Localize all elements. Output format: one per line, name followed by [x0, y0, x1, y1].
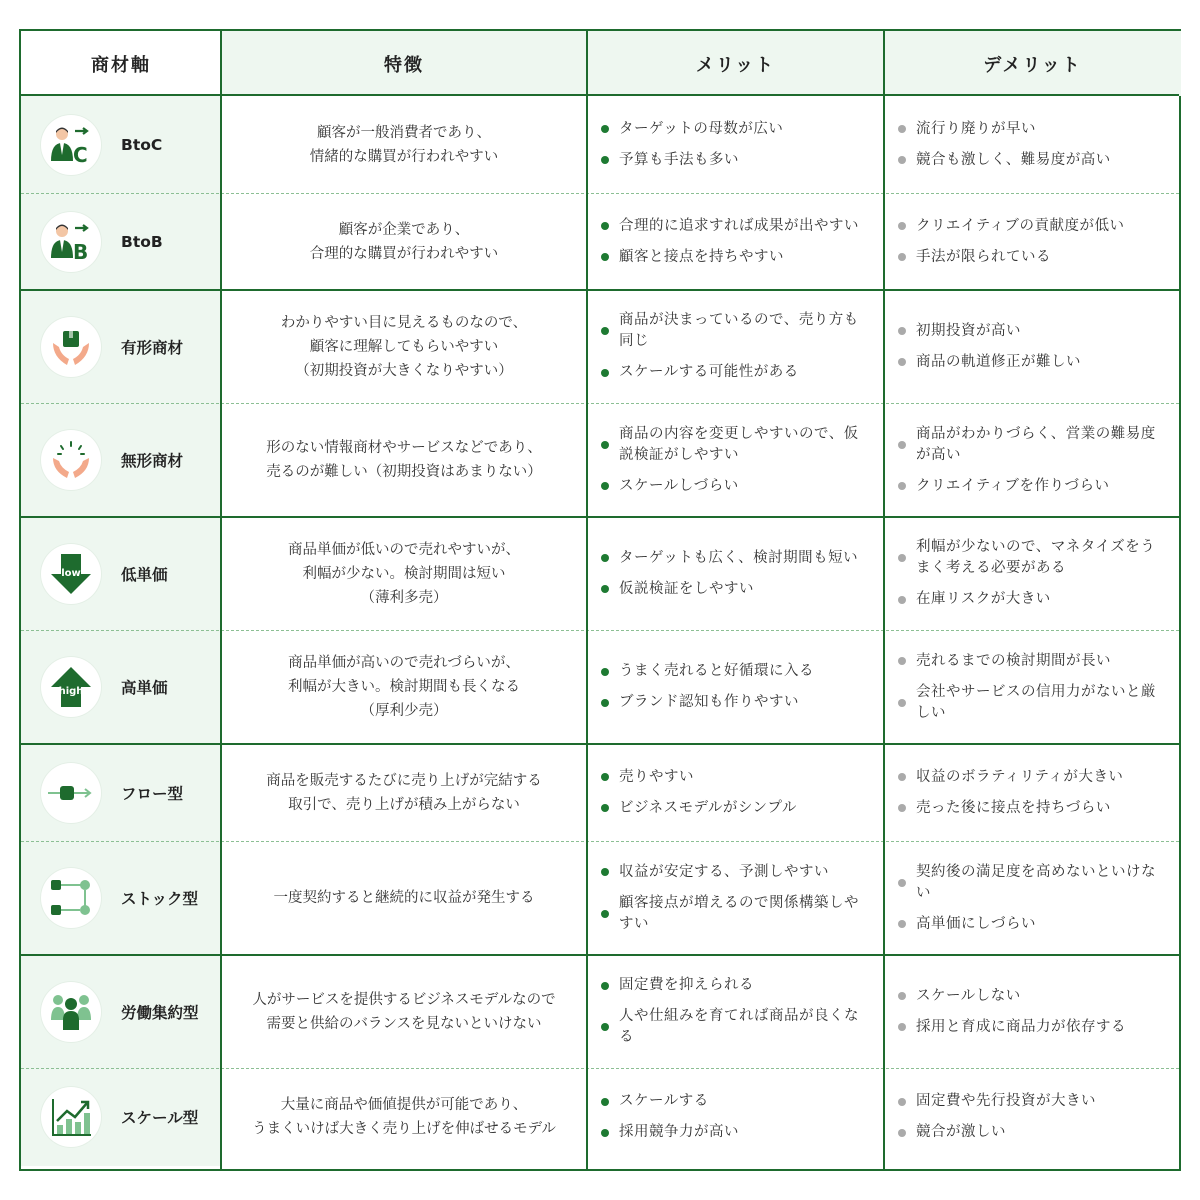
feature-text: 商品単価が高いので売れづらいが、 利幅が大きい。検討期間も長くなる （厚利少売）	[288, 655, 520, 719]
axis-label: フロー型	[121, 784, 184, 803]
demerit-item: クリエイティブの貢献度が低い	[898, 216, 1169, 237]
demerit-item: 会社やサービスの信用力がないと厳しい	[898, 682, 1169, 724]
feature-text: 大量に商品や価値提供が可能であり、 うまくいけば大きく売り上げを伸ばせるモデル	[252, 1097, 556, 1137]
demerit-item: 契約後の満足度を高めないといけない	[898, 862, 1169, 904]
axis-label: スケール型	[121, 1109, 199, 1127]
merit-item: 予算も手法も多い	[601, 150, 872, 171]
person-to-b-icon	[41, 212, 101, 272]
axis-cell	[21, 955, 221, 1068]
feature-cell	[221, 403, 587, 517]
low-arrow-icon	[41, 544, 101, 604]
flow-arrow-icon	[41, 763, 101, 823]
svg-text:high: high	[58, 686, 84, 697]
merit-item: 合理的に追求すれば成果が出やすい	[601, 216, 872, 237]
demerit-cell	[884, 403, 1181, 517]
merit-item: 商品が決まっているので、売り方も同じ	[601, 310, 872, 352]
merit-item: スケールしづらい	[601, 476, 872, 497]
axis-label: BtoB	[121, 232, 163, 251]
merit-item: 採用競争力が高い	[601, 1122, 872, 1143]
axis-label: 低単価	[121, 565, 168, 584]
row-divider	[21, 193, 1179, 194]
row-group-divider	[21, 516, 1179, 518]
row-divider	[21, 1068, 1179, 1069]
merit-cell	[587, 955, 884, 1068]
column-divider	[586, 31, 588, 1169]
axis-cell	[21, 96, 221, 193]
feature-cell	[221, 955, 587, 1068]
feature-text: 人がサービスを提供するビジネスモデルなので 需要と供給のバランスを見ないといけない	[252, 991, 556, 1032]
feature-cell	[221, 193, 587, 290]
axis-cell	[21, 193, 221, 290]
row-group-divider	[21, 94, 1179, 96]
merit-cell	[587, 744, 884, 841]
merit-cell	[587, 193, 884, 290]
axis-cell	[21, 517, 221, 630]
header-merit: メリット	[587, 31, 884, 96]
merit-cell	[587, 841, 884, 955]
demerit-item: 固定費や先行投資が大きい	[898, 1091, 1169, 1112]
feature-cell	[221, 1068, 587, 1166]
demerit-item: 流行り廃りが早い	[898, 119, 1169, 140]
merit-item: ターゲットの母数が広い	[601, 119, 872, 140]
row-group-divider	[21, 743, 1179, 745]
axis-cell	[21, 841, 221, 955]
high-arrow-icon	[41, 657, 101, 717]
axis-cell	[21, 630, 221, 744]
feature-text: 顧客が一般消費者であり、 情緒的な購買が行われやすい	[309, 124, 499, 165]
svg-text:C: C	[73, 142, 88, 165]
team-people-icon	[41, 982, 101, 1042]
demerit-item: クリエイティブを作りづらい	[898, 476, 1169, 497]
header-feature: 特徴	[221, 31, 587, 96]
demerit-cell	[884, 290, 1181, 403]
feature-cell	[221, 841, 587, 955]
merit-cell	[587, 96, 884, 193]
merit-item: スケールする	[601, 1091, 872, 1112]
demerit-item: 競合が激しい	[898, 1122, 1169, 1143]
merit-item: 商品の内容を変更しやすいので、仮説検証がしやすい	[601, 424, 872, 466]
demerit-cell	[884, 1068, 1181, 1166]
stock-flow-icon	[41, 868, 101, 928]
demerit-item: 利幅が少ないので、マネタイズをうまく考える必要がある	[898, 537, 1169, 579]
hands-sparkle-icon	[41, 430, 101, 490]
person-to-c-icon	[41, 115, 101, 175]
demerit-item: 高単価にしづらい	[898, 914, 1169, 935]
demerit-item: 競合も激しく、難易度が高い	[898, 150, 1169, 171]
demerit-cell	[884, 193, 1181, 290]
feature-text: 一度契約すると継続的に収益が発生する	[273, 890, 535, 906]
merit-cell	[587, 1068, 884, 1166]
merit-cell	[587, 630, 884, 744]
merit-item: ビジネスモデルがシンプル	[601, 798, 872, 819]
demerit-item: 採用と育成に商品力が依存する	[898, 1017, 1169, 1038]
feature-text: わかりやすい目に見えるものなので、 顧客に理解してもらいやすい （初期投資が大きくなりやすい）	[280, 314, 528, 379]
feature-text: 商品を販売するたびに売り上げが完結する 取引で、売り上げが積み上がらない	[266, 772, 542, 813]
merit-item: 仮説検証をしやすい	[601, 579, 872, 600]
axis-cell	[21, 1068, 221, 1166]
row-group-divider	[21, 289, 1179, 291]
demerit-cell	[884, 517, 1181, 630]
demerit-cell	[884, 955, 1181, 1068]
demerit-item: 初期投資が高い	[898, 321, 1169, 342]
row-group-divider	[21, 954, 1179, 956]
merit-item: ブランド認知も作りやすい	[601, 692, 872, 713]
header-demerit: デメリット	[884, 31, 1181, 96]
demerit-item: 手法が限られている	[898, 247, 1169, 268]
column-divider	[220, 31, 222, 1169]
merit-item: うまく売れると好循環に入る	[601, 661, 872, 682]
merit-item: 人や仕組みを育てれば商品が良くなる	[601, 1006, 872, 1048]
feature-cell	[221, 517, 587, 630]
merit-cell	[587, 517, 884, 630]
axis-label: 高単価	[121, 679, 168, 697]
demerit-cell	[884, 744, 1181, 841]
demerit-item: 在庫リスクが大きい	[898, 589, 1169, 610]
merit-cell	[587, 403, 884, 517]
demerit-cell	[884, 96, 1181, 193]
row-divider	[21, 403, 1179, 404]
demerit-cell	[884, 630, 1181, 744]
feature-cell	[221, 96, 587, 193]
axis-cell	[21, 290, 221, 403]
feature-text: 形のない情報商材やサービスなどであり、 売るのが難しい（初期投資はあまりない）	[266, 440, 542, 480]
comparison-table	[19, 29, 1181, 1171]
merit-item: 顧客接点が増えるので関係構築しやすい	[601, 893, 872, 935]
axis-cell	[21, 403, 221, 517]
demerit-cell	[884, 841, 1181, 955]
row-divider	[21, 841, 1179, 842]
axis-cell	[21, 744, 221, 841]
svg-text:B: B	[73, 239, 89, 262]
merit-cell	[587, 290, 884, 403]
hands-box-icon	[41, 317, 101, 377]
merit-item: スケールする可能性がある	[601, 362, 872, 383]
axis-label: 無形商材	[121, 452, 184, 470]
merit-item: 売りやすい	[601, 767, 872, 788]
feature-cell	[221, 744, 587, 841]
feature-text: 商品単価が低いので売れやすいが、 利幅が少ない。検討期間は短い （薄利多売）	[288, 541, 520, 606]
growth-chart-icon	[41, 1087, 101, 1147]
demerit-item: 売った後に接点を持ちづらい	[898, 798, 1169, 819]
svg-text:low: low	[61, 567, 81, 579]
demerit-item: スケールしない	[898, 986, 1169, 1007]
merit-item: ターゲットも広く、検討期間も短い	[601, 548, 872, 569]
column-divider	[883, 31, 885, 1169]
merit-item: 固定費を抑えられる	[601, 975, 872, 996]
header-axis: 商材軸	[21, 31, 221, 96]
merit-item: 収益が安定する、予測しやすい	[601, 862, 872, 883]
axis-label: 有形商材	[121, 338, 184, 357]
demerit-item: 商品の軌道修正が難しい	[898, 352, 1169, 373]
row-divider	[21, 630, 1179, 631]
merit-item: 顧客と接点を持ちやすい	[601, 247, 872, 268]
demerit-item: 商品がわかりづらく、営業の難易度が高い	[898, 424, 1169, 466]
demerit-item: 売れるまでの検討期間が長い	[898, 651, 1169, 672]
feature-cell	[221, 290, 587, 403]
axis-label: BtoC	[121, 135, 163, 154]
feature-cell	[221, 630, 587, 744]
axis-label: ストック型	[121, 890, 199, 908]
feature-text: 顧客が企業であり、 合理的な購買が行われやすい	[309, 221, 499, 262]
demerit-item: 収益のボラティリティが大きい	[898, 767, 1169, 788]
axis-label: 労働集約型	[121, 1003, 199, 1022]
